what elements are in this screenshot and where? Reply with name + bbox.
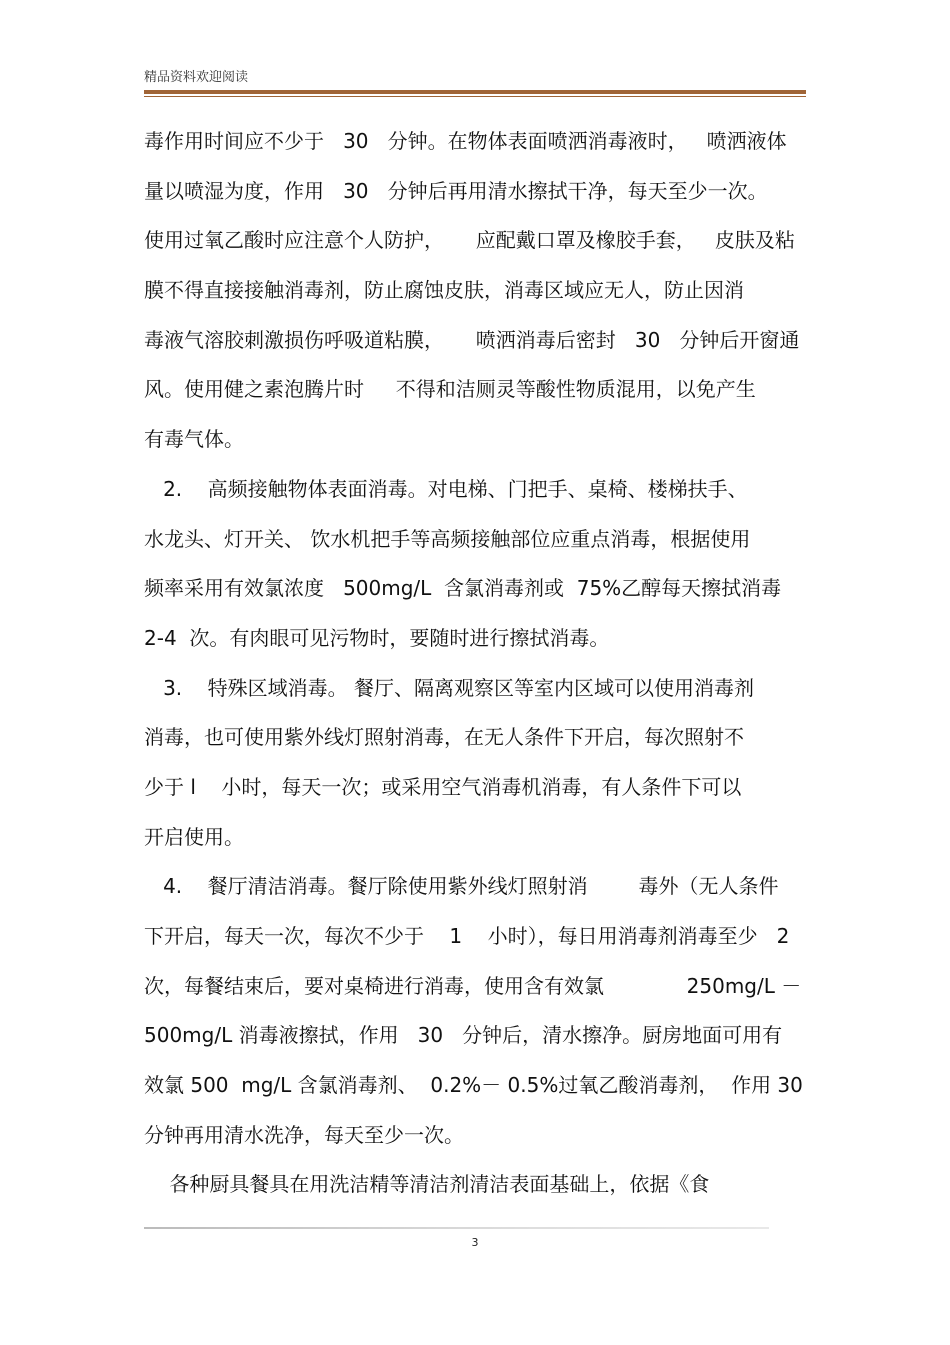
text-line-9: 水龙头、灯开关、 饮水机把手等高频接触部位应重点消毒，根据使用 [144, 526, 751, 551]
text-line-5: 毒液气溶胶刺激损伤呼吸道粘膜， 喷洒消毒后密封 30 分钟后开窗通 [144, 327, 800, 352]
text-line-15: 开启使用。 [144, 824, 244, 849]
text-line-20: 效氯 500 mg/L 含氯消毒剂、 0.2%－ 0.5%过氧乙酸消毒剂， 作用 30 [144, 1073, 803, 1098]
text-line-22: 各种厨具餐具在用洗洁精等清洁剂清洁表面基础上，依据《食 [144, 1172, 710, 1197]
text-line-4: 膜不得直接接触消毒剂，防止腐蚀皮肤，消毒区域应无人，防止因消 [144, 278, 744, 303]
text-line-16: 4. 餐厅清洁消毒。餐厅除使用紫外线灯照射消 毒外（无人条件 [144, 874, 779, 899]
text-line-7: 有毒气体。 [144, 427, 244, 452]
header-rule-thin [144, 96, 806, 97]
text-line-6: 风。使用健之素泡腾片时 不得和洁厕灵等酸性物质混用，以免产生 [144, 377, 756, 402]
page-header-text: 精品资料欢迎阅读 [144, 70, 249, 85]
page-number: 3 [471, 1236, 479, 1249]
text-line-8: 2. 高频接触物体表面消毒。对电梯、门把手、桌椅、楼梯扶手、 [144, 476, 748, 501]
text-line-14: 少于 l 小时，每天一次；或采用空气消毒机消毒，有人条件下可以 [144, 774, 742, 799]
text-line-2: 量以喷湿为度，作用 30 分钟后再用清水擦拭干净，每天至少一次。 [144, 178, 768, 203]
text-line-11: 2-4 次。有肉眼可见污物时，要随时进行擦拭消毒。 [144, 625, 610, 650]
text-line-3: 使用过氧乙酸时应注意个人防护， 应配戴口罩及橡胶手套， 皮肤及粘 [144, 228, 795, 253]
text-line-18: 次，每餐结束后，要对桌椅进行消毒，使用含有效氯 250mg/L － [144, 973, 802, 998]
text-line-13: 消毒，也可使用紫外线灯照射消毒，在无人条件下开启，每次照射不 [144, 725, 744, 750]
text-line-12: 3. 特殊区域消毒。 餐厅、隔离观察区等室内区域可以使用消毒剂 [144, 675, 754, 700]
text-line-10: 频率采用有效氯浓度 500mg/L 含氯消毒剂或 75%乙醇每天擦拭消毒 [144, 576, 782, 601]
text-line-21: 分钟再用清水洗净，每天至少一次。 [144, 1122, 464, 1147]
text-line-17: 下开启，每天一次，每次不少于 1 小时），每日用消毒剂消毒至少 2 [144, 924, 790, 948]
text-line-1: 毒作用时间应不少于 30 分钟。在物体表面喷洒消毒液时， 喷洒液体 [144, 129, 787, 153]
document-body [144, 124, 814, 1217]
footer-rule [144, 1227, 769, 1229]
header-rule [144, 90, 806, 94]
text-line-19: 500mg/L 消毒液擦拭，作用 30 分钟后，清水擦净。厨房地面可用有 [144, 1023, 783, 1048]
